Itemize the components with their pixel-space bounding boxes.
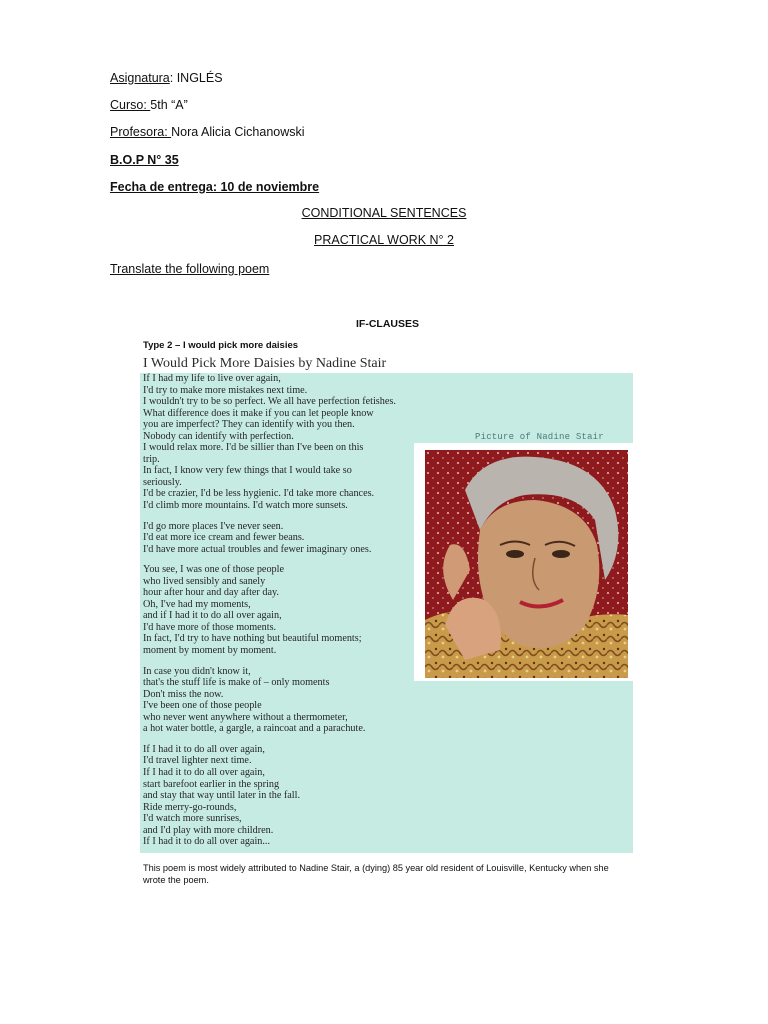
poem-line: I'd go more places I've never seen.: [143, 520, 284, 532]
poem-line: You see, I was one of those people: [143, 564, 284, 576]
course-value: 5th “A”: [150, 98, 188, 112]
teacher-label: Profesora:: [110, 125, 172, 139]
poem-line: If I had it to do all over again...: [143, 836, 271, 848]
poem-line: seriously.: [143, 476, 182, 488]
figure-title: IF-CLAUSES: [356, 318, 419, 330]
poem-line: I'd watch more sunrises,: [143, 813, 242, 825]
poem-line: and if I had it to do all over again,: [143, 610, 282, 622]
poem-line: I would relax more. I'd be sillier than I've been on this: [143, 442, 364, 454]
poem-line: and I'd play with more children.: [143, 824, 274, 836]
poem-title: I Would Pick More Daisies by Nadine Stair: [143, 356, 387, 371]
poem-line: Don't miss the now.: [143, 688, 224, 700]
poem-line: you are imperfect? They can identify with you then.: [143, 419, 355, 431]
poem-line: I'd have more of those moments.: [143, 621, 277, 633]
course-label: Curso:: [110, 98, 151, 112]
teacher-line: [110, 124, 305, 140]
stanza-4: [143, 666, 413, 735]
poem-line: I'd be crazier, I'd be less hygienic. I'd take more chances.: [143, 488, 375, 500]
poem-line: Nobody can identify with perfection.: [143, 430, 294, 442]
poem-line: I've been one of those people: [143, 700, 262, 712]
poem-line: I'd climb more mountains. I'd watch more sunsets.: [143, 500, 348, 512]
poem-line: moment by moment by moment.: [143, 645, 277, 657]
stanza-2: [143, 521, 413, 556]
subject-label: Asignatura: [110, 71, 170, 85]
poem-line: In fact, I'd try to have nothing but beautiful moments;: [143, 633, 362, 645]
due-date: Fecha de entrega: 10 de noviembre: [110, 180, 320, 194]
portrait-image: [425, 450, 628, 678]
heading-conditional-sentences: CONDITIONAL SENTENCES: [301, 206, 467, 220]
bop-number: B.O.P N° 35: [110, 153, 179, 167]
subject-value: : INGLÉS: [169, 71, 223, 85]
poem-line: What difference does it make if you can let people know: [143, 407, 374, 419]
footnote: This poem is most widely attributed to Nadine Stair, a (dying) 85 year old resident of Louisville, Kentucky when she wrote the poem.: [143, 863, 609, 885]
poem-line: I wouldn't try to be so perfect. We all have perfection fetishes.: [143, 396, 396, 408]
poem-line: If I had it to do all over again,: [143, 743, 265, 755]
stanza-5: [143, 744, 413, 848]
poem-line: In case you didn't know it,: [143, 665, 251, 677]
teacher-value: Nora Alicia Cichanowski: [171, 125, 305, 139]
poem-text: [143, 373, 413, 848]
poem-line: I'd travel lighter next time.: [143, 755, 252, 767]
poem-line: a hot water bottle, a gargle, a raincoat and a parachute.: [143, 723, 366, 735]
poem-line: trip.: [143, 453, 160, 465]
poem-line: and stay that way until later in the fall.: [143, 790, 301, 802]
stanza-1: [143, 373, 413, 512]
poem-line: who never went anywhere without a thermometer,: [143, 711, 348, 723]
stanza-3: [143, 564, 413, 656]
course-line: [110, 97, 188, 113]
poem-line: In fact, I know very few things that I would take so: [143, 465, 352, 477]
poem-line: I'd try to make more mistakes next time.: [143, 384, 308, 396]
poem-line: who lived sensibly and sanely: [143, 575, 266, 587]
poem-line: that's the stuff life is make of – only moments: [143, 677, 330, 689]
instruction: Translate the following poem: [110, 262, 270, 276]
subject-line: [110, 70, 223, 86]
poem-line: If I had it to do all over again,: [143, 766, 265, 778]
type-label: Type 2 – I would pick more daisies: [143, 340, 299, 351]
heading-practical-work: PRACTICAL WORK N° 2: [314, 233, 454, 247]
poem-line: I'd have more actual troubles and fewer imaginary ones.: [143, 543, 372, 555]
picture-caption: Picture of Nadine Stair: [475, 432, 604, 442]
poem-line: Ride merry-go-rounds,: [143, 801, 237, 813]
poem-line: start barefoot earlier in the spring: [143, 778, 280, 790]
poem-line: Oh, I've had my moments,: [143, 598, 251, 610]
poem-line: If I had my life to live over again,: [143, 373, 281, 384]
poem-line: hour after hour and day after day.: [143, 587, 279, 599]
poem-line: I'd eat more ice cream and fewer beans.: [143, 532, 305, 544]
